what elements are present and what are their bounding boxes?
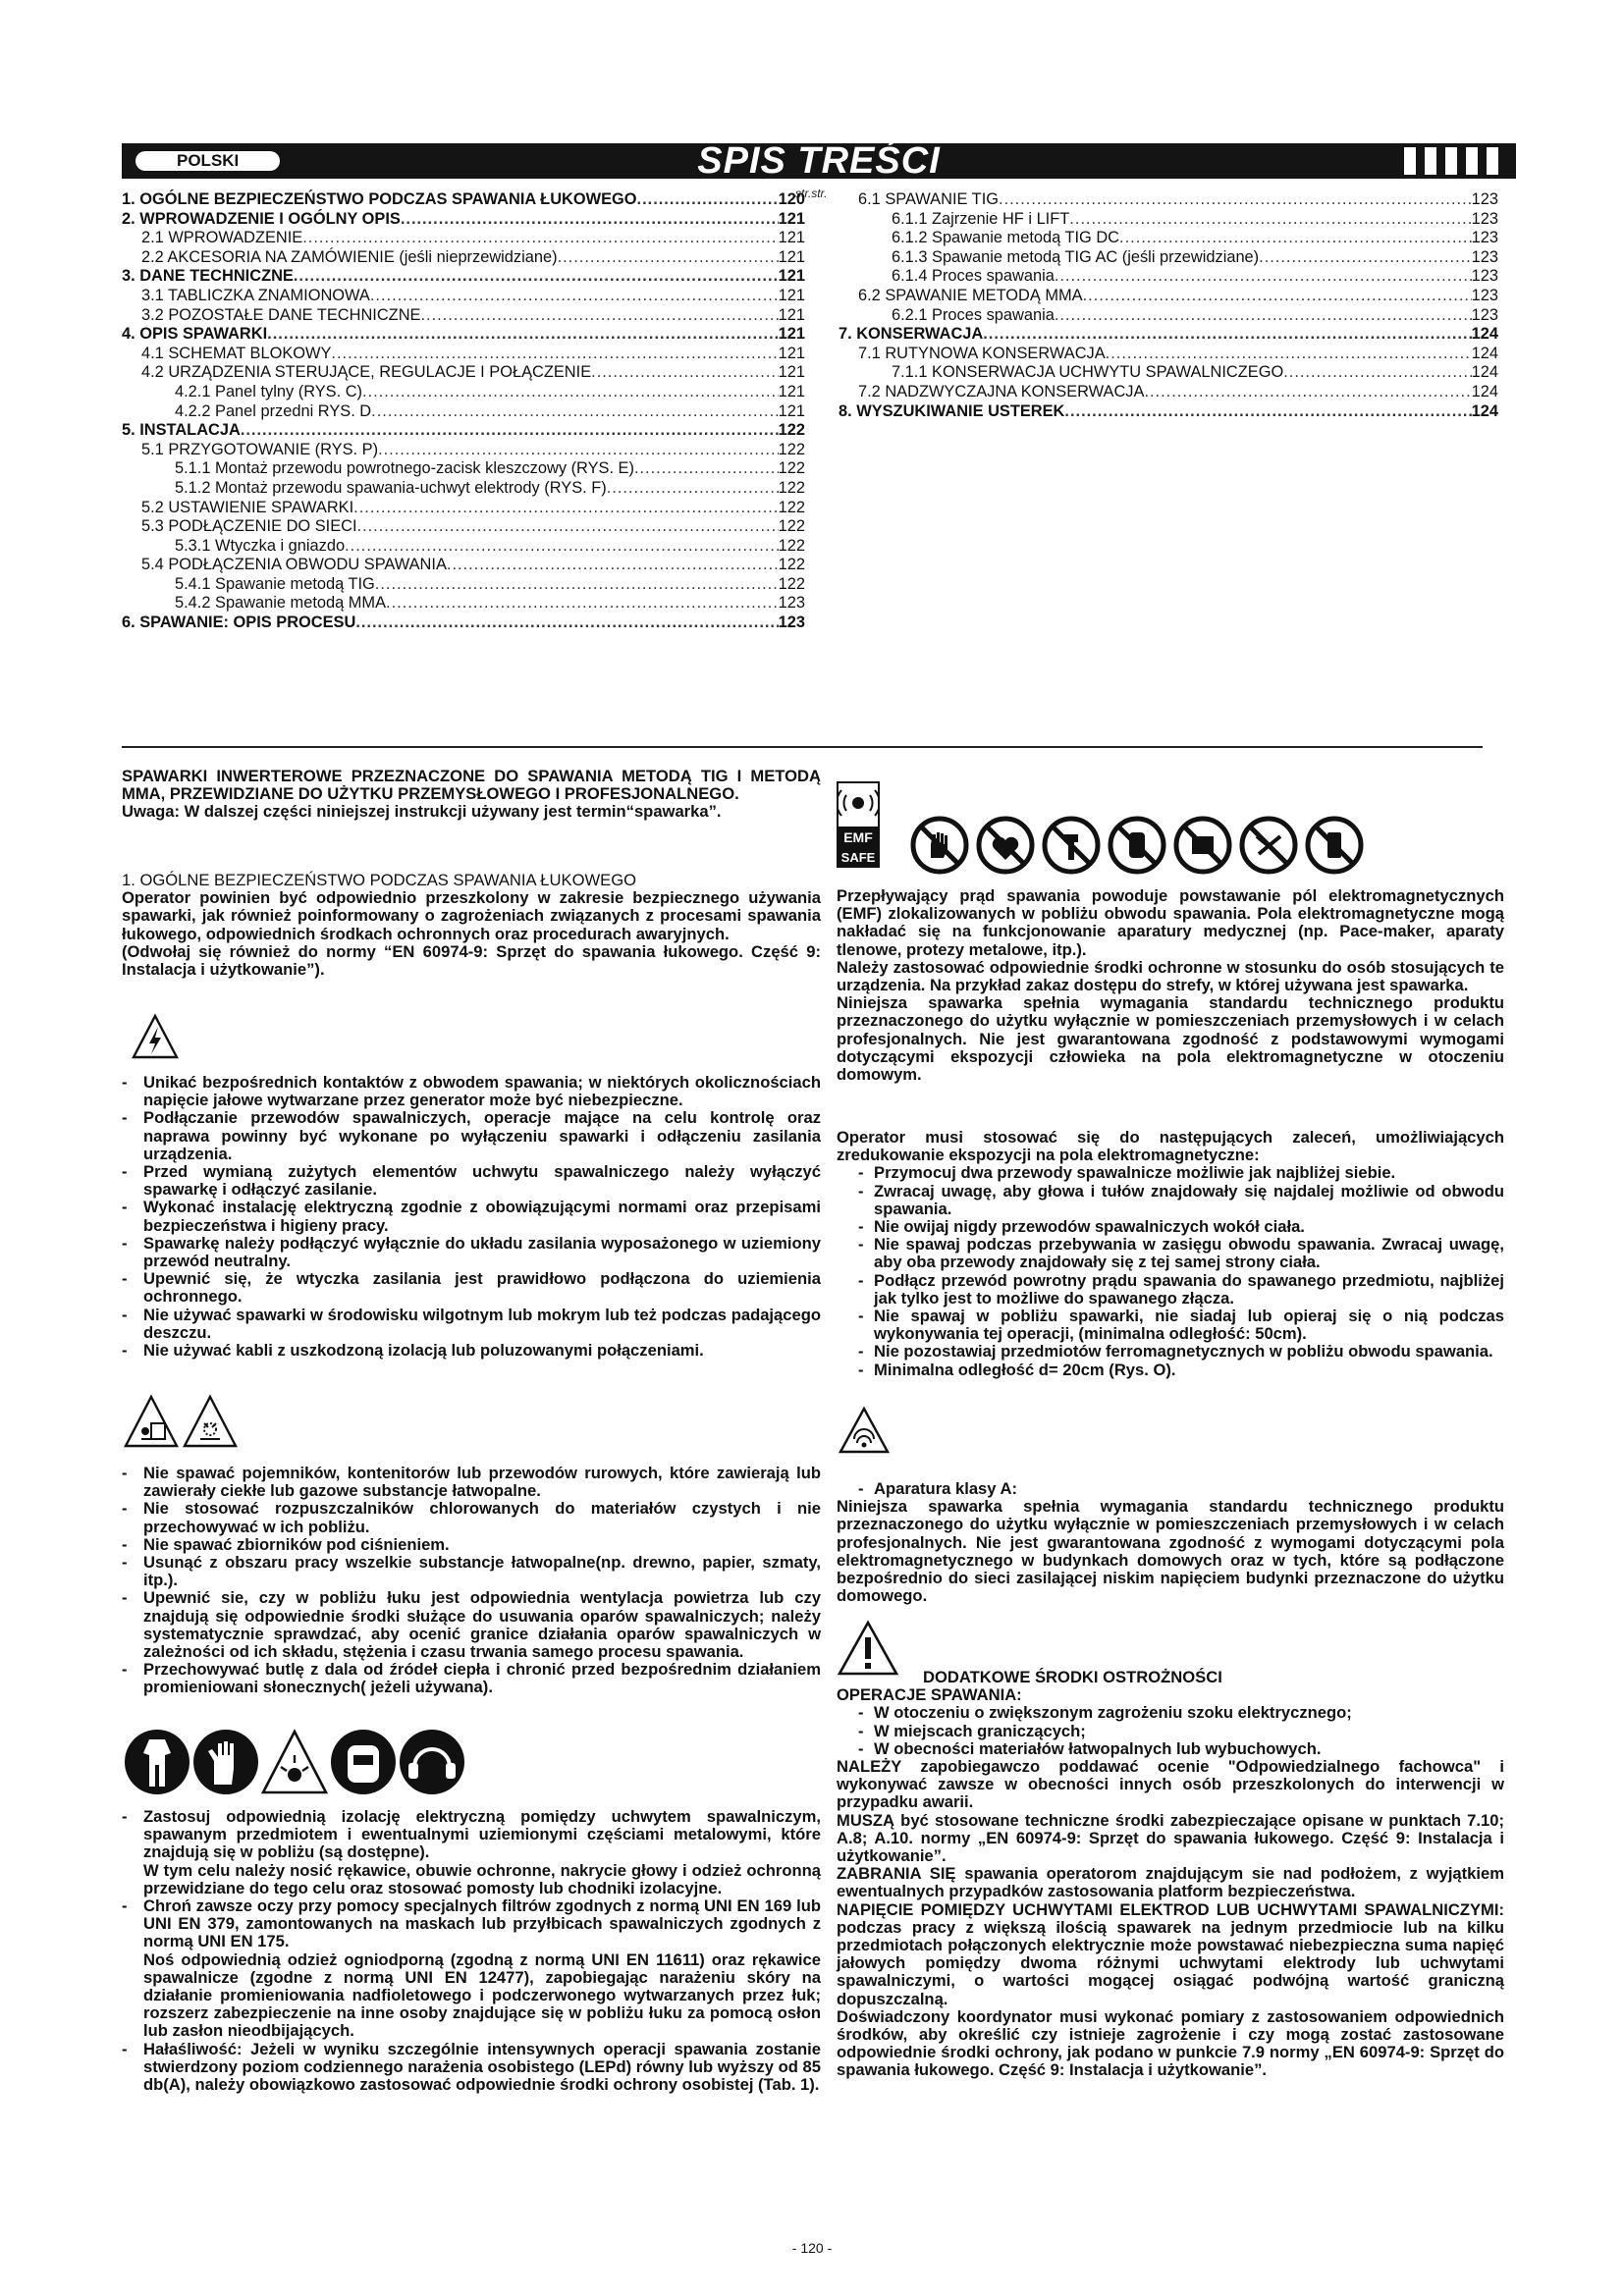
safe-label: SAFE	[840, 850, 876, 865]
toc-entry-label: 5.4.1 Spawanie metodą TIG	[175, 574, 375, 593]
toc-leader	[370, 287, 779, 306]
toc-entry	[122, 345, 805, 364]
toc-entry	[839, 402, 1498, 422]
toc-entry	[122, 441, 805, 460]
toc-entry-label: 5.4.2 Spawanie metodą MMA	[175, 594, 387, 613]
emf-block	[837, 887, 1504, 1084]
toc-entry	[839, 325, 1498, 345]
list-item: - Nie spawać pojemników, kontenitorów lub przewodów rurowych, które zawierają lub zawierały ciekłe lub gazowe substancje łatwopalne.	[122, 1465, 821, 1500]
list-item: - Spawarkę należy podłączyć wyłącznie do układu zasilania wyposażonego w uziemiony przewód neutralny.	[122, 1235, 821, 1270]
emf-text: Przepływający prąd spawania powoduje powstawanie pól elektromagnetycznych (EMF) zlokalizowanych w pobliżu obwodu spawania. Pola elektromagnetyczne mogą nakładać się na funkcjonowanie aparatury medycznej (np. Pace-maker, aparaty tlenowe, protezy metalowe, itp.).	[837, 886, 1504, 959]
list-item: - Nie używać spawarki w środowisku wilgotnym lub mokrym lub też podczas padającego deszczu.	[122, 1307, 821, 1342]
toc-entry-page: 121	[778, 325, 805, 344]
ppe-icons	[124, 1728, 497, 1796]
operations-label: OPERACJE SPAWANIA:	[837, 1685, 1022, 1705]
toc-entry-page: 121	[778, 382, 805, 400]
section-title: 1. OGÓLNE BEZPIECZEŃSTWO PODCZAS SPAWANIA ŁUKOWEGO	[122, 871, 637, 889]
toc-entry-page: 121	[778, 209, 805, 228]
toc-entry-label: 6.1.3 Spawanie metodą TIG AC (jeśli przewidziane)	[892, 247, 1260, 266]
toc-entry-page: 121	[778, 401, 805, 420]
list-item: - Upewnić się, że wtyczka zasilania jest prawidłowo podłączona do uziemienia ochronnego.	[122, 1270, 821, 1306]
toc-entry-page: 121	[778, 363, 805, 382]
toc-entry-page: 123	[1471, 267, 1498, 286]
toc-leader	[1064, 402, 1471, 422]
toc-entry	[122, 499, 805, 518]
electric-safety-list	[122, 1074, 821, 1360]
toc-entry-page: 122	[778, 440, 805, 458]
toc-entry-label: 4. OPIS SPAWARKI	[122, 325, 268, 344]
list-item: - Zwracaj uwagę, aby głowa i tułów znajdowały się najdalej możliwie od obwodu spawania.	[837, 1183, 1504, 1218]
toc-leader	[999, 190, 1472, 210]
emf-safe-icon	[837, 781, 880, 868]
toc-entry-page: 122	[778, 574, 805, 593]
must-text: NALEŻY zapobiegawczo poddawać ocenie "Odpowiedzialnego fachowca" i wykonywać zawsze w obecności innych osób przeszkolonych do interwencji w przypadku awarii.	[837, 1757, 1504, 1812]
toc-entry-label: 4.1 SCHEMAT BLOKOWY	[141, 344, 332, 362]
list-item: - Przymocuj dwa przewody spawalnicze możliwie jak najbliżej siebie.	[837, 1164, 1504, 1182]
list-item: - Nie stosować rozpuszczalników chlorowanych do materiałów czystych i nie przechowywać w ich pobliżu.	[122, 1500, 821, 1535]
header-decoration	[1404, 147, 1498, 175]
toc-leader	[375, 575, 779, 595]
toc-entry-page: 124	[1471, 382, 1498, 400]
toc-entry-page: 122	[778, 536, 805, 555]
toc-leader	[1083, 287, 1472, 306]
coordinator-text: Doświadczony koordynator musi wykonać pomiary z zastosowaniem odpowiednich środków, aby określić czy istnieje zagrożenie i czy mogą zostać zastosowane odpowiednie środki ochrony, jak podano w punkcie 7.9 normy „EN 60974-9: Sprzęt do spawania łukowego. Część 9: Instalacja i użytkowanie”.	[837, 2006, 1504, 2080]
no-pacemaker-icon	[979, 819, 1032, 872]
toc-entry-label: 2.2 AKCESORIA NA ZAMÓWIENIE (jeśli nieprzewidziane)	[141, 247, 558, 266]
toc-entry-label: 6.1 SPAWANIE TIG	[858, 190, 1000, 208]
list-item: - Podłącz przewód powrotny prądu spawania do spawanego przedmiotu, najbliżej jak tylko jest to możliwe do spawanego złącza.	[837, 1272, 1504, 1308]
list-item: - Chroń zawsze oczy przy pomocy specjalnych filtrów zgodnych z normą UNI EN 169 lub UNI EN 379, zamontowanych na maskach lub przyłbicach spawalniczych zgodnych z normą UNI EN 175.	[122, 1897, 821, 1951]
toc-leader	[371, 402, 778, 422]
list-item: Noś odpowiednią odzież ogniodporną (zgodną z normą UNI EN 11611) oraz rękawice spawalnicze (zgodne z normą UNI EN 12477), zapobiegając narażeniu skóry na działanie promieniowania nadfioletowego i podczerwonego wytwarzanych przez łuk; rozszerz zabezpieczenie na inne osoby znajdujące się w pobliżu łuku za pomocą osłon lub zasłon nieodbijających.	[143, 1949, 821, 2041]
list-item: - Nie pozostawiaj przedmiotów ferromagnetycznych w pobliżu obwodu spawania.	[837, 1343, 1504, 1361]
safety-intro	[122, 872, 821, 979]
list-item: - W otoczeniu o zwiększonym zagrożeniu szoku elektrycznego;	[837, 1704, 1504, 1722]
toc-entry-label: 6.1.2 Spawanie metodą TIG DC	[892, 229, 1120, 247]
toc-entry	[122, 190, 805, 210]
no-phone-icon	[1308, 819, 1361, 872]
section-divider	[122, 746, 1483, 748]
toc-leader	[345, 537, 779, 557]
toc-entry-page: 124	[1471, 325, 1498, 344]
toc-entry	[122, 402, 805, 422]
toc-leader	[357, 517, 779, 537]
toc-entry	[839, 190, 1498, 210]
toc-leader	[294, 267, 779, 287]
toc-entry	[839, 306, 1498, 326]
list-item: - W miejscach graniczących;	[837, 1723, 1504, 1740]
toc-leader	[634, 459, 779, 479]
toc-leader	[267, 325, 778, 345]
list-item: - Nie używać kabli z uszkodzoną izolacją lub poluzowanymi połączeniami.	[122, 1342, 821, 1360]
toc-entry-page: 124	[1471, 363, 1498, 382]
toc-entry	[122, 594, 805, 614]
list-item: - Nie owijaj nigdy przewodów spawalniczych wokół ciała.	[837, 1218, 1504, 1236]
toc-entry-label: 7.2 NADZWYCZAJNA KONSERWACJA	[858, 382, 1145, 400]
no-oxygen-icon	[1110, 819, 1164, 872]
toc-leader	[362, 383, 779, 402]
toc-leader	[302, 229, 778, 248]
toc-entry-label: 5.3.1 Wtyczka i gniazdo	[175, 536, 346, 555]
toc-entry	[122, 479, 805, 499]
toc-entry-label: 4.2.1 Panel tylny (RYS. C)	[175, 382, 363, 400]
toc-entry-page: 122	[778, 459, 805, 478]
header-bar	[122, 140, 1516, 182]
operator-intro: Operator musi stosować się do następujących zaleceń, umożliwiających zredukowanie ekspozycji na pola elektromagnetyczne:	[837, 1128, 1504, 1165]
list-item: - Wykonać instalację elektryczną zgodnie z obowiązującymi normami oraz przepisami bezpieczeństwa i higieny pracy.	[122, 1199, 821, 1234]
toc-entry	[839, 229, 1498, 248]
toc-entry-page: 120	[778, 190, 805, 208]
list-item: - Hałaśliwość: Jeżeli w wyniku szczególnie intensywnych operacji spawania zostanie stwierdzony poziom codziennego narażenia osobistego (LEPd) równy lub wyższy od 85 db(A), należy obowiązkowo zastosować odpowiednie środki ochrony osobistej (Tab. 1).	[122, 2041, 821, 2095]
toc-entry-label: 5.1.1 Montaż przewodu powrotnego-zacisk kleszczowy (RYS. E)	[175, 459, 634, 478]
toc-entry	[122, 614, 805, 633]
page-number: - 120 -	[791, 2240, 833, 2256]
toc-entry	[122, 556, 805, 575]
toc-entry-page: 123	[1471, 229, 1498, 247]
toc-entry	[122, 517, 805, 537]
toc-entry-label: 7.1.1 KONSERWACJA UCHWYTU SPAWALNICZEGO	[892, 363, 1284, 382]
class-a-block	[837, 1480, 1504, 1605]
toc-entry	[839, 287, 1498, 306]
intro-heading: SPAWARKI INWERTEROWE PRZEZNACZONE DO SPAWANIA METODĄ TIG I METODĄ MMA, PRZEWIDZIANE DO UŻYTKU PRZEMYSŁOWEGO I PROFESJONALNEGO.	[122, 767, 821, 804]
toc-entry-page: 124	[1471, 401, 1498, 420]
toc-entry	[839, 210, 1498, 230]
list-item: - Nie spawaj podczas przebywania w zasięgu obwodu spawania. Zwracaj uwagę, aby oba przewody znajdowały się z tej samej strony ciała.	[837, 1236, 1504, 1271]
toc-entry	[122, 287, 805, 306]
toc-entry-page: 121	[778, 267, 805, 286]
toc-entry-page: 123	[1471, 305, 1498, 324]
list-item: - Przechowywać butlę z dala od źródeł ciepła i chronić przed bezpośrednim działaniem promieniowani słonecznych( jeżeli używana).	[122, 1661, 821, 1696]
toc-entry-page: 123	[1471, 190, 1498, 208]
toc-entry-page: 123	[778, 614, 805, 632]
toc-entry	[122, 267, 805, 287]
toc-entry	[122, 363, 805, 383]
list-item: - Minimalna odległość d= 20cm (Rys. O).	[837, 1362, 1504, 1379]
voltage-text: NAPIĘCIE POMIĘDZY UCHWYTAMI ELEKTROD LUB UCHWYTAMI SPAWALNICZYMI: podczas pracy z większą ilością spawarek na jednym przedmiocie lub na kilku przedmiotach połączonych elektrycznie może powstawać niebezpieczna suma napięć jałowych pomiędzy dwoma różnymi uchwytami elektrody lub uchwytami spawalniczymi, o wartości mogącej osiągać podwójną wartość graniczną dopuszczalną.	[837, 1899, 1504, 2008]
toc-entry	[122, 537, 805, 557]
toc-entry	[122, 459, 805, 479]
toc-leader	[1144, 383, 1471, 402]
toc-page-label: str.str.	[795, 187, 828, 200]
toc-leader	[1069, 210, 1471, 230]
list-item: - W obecności materiałów łatwopalnych lub wybuchowych.	[837, 1740, 1504, 1758]
toc-entry-label: 3.1 TABLICZKA ZNAMIONOWA	[141, 286, 370, 304]
toc-entry-page: 122	[778, 556, 805, 574]
toc-entry-page: 123	[1471, 247, 1498, 266]
toc-entry-label: 6.2 SPAWANIE METODĄ MMA	[858, 286, 1083, 304]
toc-entry-page: 121	[778, 229, 805, 247]
additional-precautions	[837, 1669, 1504, 2080]
toc-entry-label: 5. INSTALACJA	[122, 421, 241, 440]
emission-hazard-icon	[839, 1406, 890, 1455]
toc-entry-label: 2. WPROWADZENIE I OGÓLNY OPIS	[122, 209, 401, 228]
page-title: SPIS TREŚCI	[697, 140, 941, 182]
list-item: - Nie spawaj w pobliżu spawarki, nie siadaj lub opieraj się o nią podczas wykonywania tej operacji, (minimalna odległość: 50cm).	[837, 1308, 1504, 1343]
toc-leader	[983, 325, 1471, 345]
no-tools-icon	[1242, 819, 1295, 872]
toc-entry	[122, 306, 805, 326]
language-badge: POLSKI	[135, 151, 280, 171]
class-a-label: - Aparatura klasy A:	[837, 1480, 1504, 1498]
norm-reference: (Odwołaj się również do normy “EN 60974-9: Sprzęt do spawania łukowego. Część 9: Instalacja i użytkowanie”).	[122, 941, 821, 980]
operator-text: Operator powinien być odpowiednio przeszkolony w zakresie bezpiecznego używania spawarki, jak również poinformowany o zagrożeniach związanych z procesami spawania łukowego, odpowiednich środkach ochronnych oraz procedurach awaryjnych.	[122, 888, 821, 943]
toc-entry	[122, 325, 805, 345]
toc-entry-label: 6.2.1 Proces spawania	[892, 305, 1055, 324]
toc-leader	[1106, 345, 1472, 364]
toc-entry-page: 123	[1471, 209, 1498, 228]
emf-text-3: Niniejsza spawarka spełnia wymagania standardu technicznego produktu przeznaczonego do użytku wyłącznie w pomieszczeniach przemysłowych i w celach profesjonalnych. Nie jest gwarantowana zgodność z podstawowymi wymogami dotyczącymi ekspozycji człowieka na pola elektromagnetyczne w otoczeniu domowym.	[837, 993, 1504, 1085]
toc-leader	[447, 556, 779, 575]
toc-entry	[122, 575, 805, 595]
toc-leader	[378, 441, 779, 460]
prohibition-icons	[909, 815, 1371, 876]
toc-entry-page: 123	[778, 594, 805, 613]
electric-hazard-icon	[132, 1013, 179, 1060]
toc-leader	[1119, 229, 1472, 248]
toc-left-column	[122, 190, 805, 633]
toc-entry	[122, 248, 805, 268]
no-hand-icon	[913, 819, 966, 872]
toc-entry	[122, 383, 805, 402]
toc-entry-page: 122	[778, 421, 805, 440]
toc-leader	[353, 499, 778, 518]
toc-entry-label: 4.2 URZĄDZENIA STERUJĄCE, REGULACJE I POŁĄCZENIE	[141, 363, 592, 382]
toc-entry	[122, 229, 805, 248]
toc-leader	[1055, 267, 1472, 287]
toc-entry-label: 5.3 PODŁĄCZENIE DO SIECI	[141, 517, 357, 536]
toc-entry	[839, 267, 1498, 287]
list-item: - Zastosuj odpowiednią izolację elektryczną pomiędzy uchwytem spawalniczym, spawanym przedmiotem i ewentualnymi uziemionymi częściami metalowymi, które znajdują się w pobliżu (są dostępne).	[122, 1808, 821, 1862]
emf-label: EMF	[843, 829, 873, 845]
toc-entry-label: 5.4 PODŁĄCZENIA OBWODU SPAWANIA	[141, 556, 447, 574]
list-item: - Usunąć z obszaru pracy wszelkie substancje łatwopalne(np. drewno, papier, szmaty, itp.).	[122, 1554, 821, 1589]
toc-entry-label: 5.2 USTAWIENIE SPAWARKI	[141, 498, 354, 516]
toc-entry-label: 6.1.4 Proces spawania	[892, 267, 1055, 286]
toc-entry	[839, 383, 1498, 402]
toc-entry-label: 6.1.1 Zajrzenie HF i LIFT	[892, 209, 1070, 228]
list-item: W tym celu należy nosić rękawice, obuwie ochronne, nakrycie głowy i odzież ochronną przewidziane do tego celu oraz stosować pomosty lub chodniki izolacyjne.	[143, 1860, 821, 1897]
toc-entry-label: 6. SPAWANIE: OPIS PROCESU	[122, 614, 356, 632]
must-text-2: MUSZĄ być stosowane techniczne środki zabezpieczające opisane w punktach 7.10; A.8; A.10. normy „EN 60974-9: Sprzęt do spawania łukowego. Część 9: Instalacja i użytkowanie”.	[837, 1810, 1504, 1866]
fire-safety-list	[122, 1465, 821, 1697]
additional-title: DODATKOWE ŚRODKI OSTROŻNOŚCI	[923, 1668, 1222, 1686]
toc-leader	[607, 479, 779, 499]
list-item: - Nie spawać zbiorników pod ciśnieniem.	[122, 1536, 821, 1554]
toc-entry-label: 5.1 PRZYGOTOWANIE (RYS. P)	[141, 440, 379, 458]
toc-leader	[386, 594, 779, 614]
class-a-text: Niniejsza spawarka spełnia wymagania standardu technicznego produktu przeznaczonego do użytku wyłącznie w pomieszczeniach przemysłowych i w celach profesjonalnych. Nie jest gwarantowana zgodność z wymogami dotyczącymi pola elektromagnetycznego w budynkach domowych oraz w tych, które są podłączone bezpośrednio do sieci zasilającej niskim napięciem budynki przeznaczone do użytku domowego.	[837, 1497, 1504, 1606]
toc-entry-page: 122	[778, 478, 805, 497]
toc-entry-page: 123	[1471, 286, 1498, 304]
toc-entry-label: 1. OGÓLNE BEZPIECZEŃSTWO PODCZAS SPAWANIA ŁUKOWEGO	[122, 190, 637, 208]
toc-leader	[241, 421, 779, 441]
toc-entry	[839, 248, 1498, 268]
list-item: - Przed wymianą zużytych elementów uchwytu spawalniczego należy wyłączyć spawarkę i odłączyć zasilanie.	[122, 1163, 821, 1199]
no-watch-icon	[1176, 819, 1229, 872]
toc-entry-label: 2.1 WPROWADZENIE	[141, 229, 303, 247]
toc-entry-label: 7. KONSERWACJA	[839, 325, 984, 344]
intro-block	[122, 768, 821, 822]
toc-leader	[420, 306, 778, 326]
toc-leader	[591, 363, 779, 383]
toc-entry-label: 3.2 POZOSTAŁE DANE TECHNICZNE	[141, 305, 421, 324]
fire-explosion-icons	[124, 1394, 242, 1449]
toc-entry-label: 8. WYSZUKIWANIE USTEREK	[839, 401, 1065, 420]
toc-entry-label: 7.1 RUTYNOWA KONSERWACJA	[858, 344, 1106, 362]
toc-leader	[401, 210, 779, 230]
toc-entry	[839, 363, 1498, 383]
intro-note: Uwaga: W dalszej części niniejszej instrukcji używany jest termin“spawarka”.	[122, 802, 722, 822]
list-item: - Unikać bezpośrednich kontaktów z obwodem spawania; w niektórych okolicznościach napięcie jałowe wytwarzane przez generator może być niebezpieczne.	[122, 1074, 821, 1109]
list-item: - Upewnić sie, czy w pobliżu łuku jest odpowiednia wentylacja powietrza lub czy znajdują się odpowiednie środki służące do usuwania oparów spawalniczych; należy systematycznie sprawdzać, aby ocenić granice działania oparów spawalniczych w zależności od ich składu, stężenia i czasu trwania samego procesu spawania.	[122, 1589, 821, 1661]
toc-entry-page: 122	[778, 498, 805, 516]
toc-entry-label: 5.1.2 Montaż przewodu spawania-uchwyt elektrody (RYS. F)	[175, 478, 607, 497]
toc-entry-page: 121	[778, 247, 805, 266]
toc-leader	[1055, 306, 1472, 326]
toc-leader	[1259, 248, 1472, 268]
toc-leader	[637, 190, 779, 210]
toc-entry-page: 122	[778, 517, 805, 536]
toc-entry	[122, 210, 805, 230]
ppe-list	[122, 1808, 821, 2094]
toc-entry-page: 121	[778, 286, 805, 304]
toc-entry-label: 3. DANE TECHNICZNE	[122, 267, 294, 286]
toc-entry-page: 121	[778, 344, 805, 362]
toc-entry	[122, 421, 805, 441]
list-item: - Podłączanie przewodów spawalniczych, operacje mające na celu kontrolę oraz naprawa powinny być wykonane po wyłączeniu spawarki i odłączeniu zasilania urządzenia.	[122, 1109, 821, 1163]
toc-entry-page: 124	[1471, 344, 1498, 362]
toc-leader	[558, 248, 779, 268]
toc-leader	[331, 345, 778, 364]
toc-right-column	[839, 190, 1498, 421]
forbidden-text: ZABRANIA SIĘ spawania operatorom znajdującym sie nad podłożem, z wyjątkiem ewentualnych przypadków zastosowania platform bezpieczeństwa.	[837, 1864, 1504, 1901]
toc-leader	[355, 614, 778, 633]
toc-leader	[1283, 363, 1471, 383]
toc-entry	[839, 345, 1498, 364]
toc-entry-page: 121	[778, 305, 805, 324]
operator-block	[837, 1129, 1504, 1379]
no-metal-implant-icon	[1045, 819, 1098, 872]
emf-text-2: Należy zastosować odpowiednie środki ochronne w stosunku do osób stosujących te urządzenia. Na przykład zakaz dostępu do strefy, w której używana jest spawarka.	[837, 957, 1504, 995]
toc-entry-label: 4.2.2 Panel przedni RYS. D	[175, 401, 372, 420]
